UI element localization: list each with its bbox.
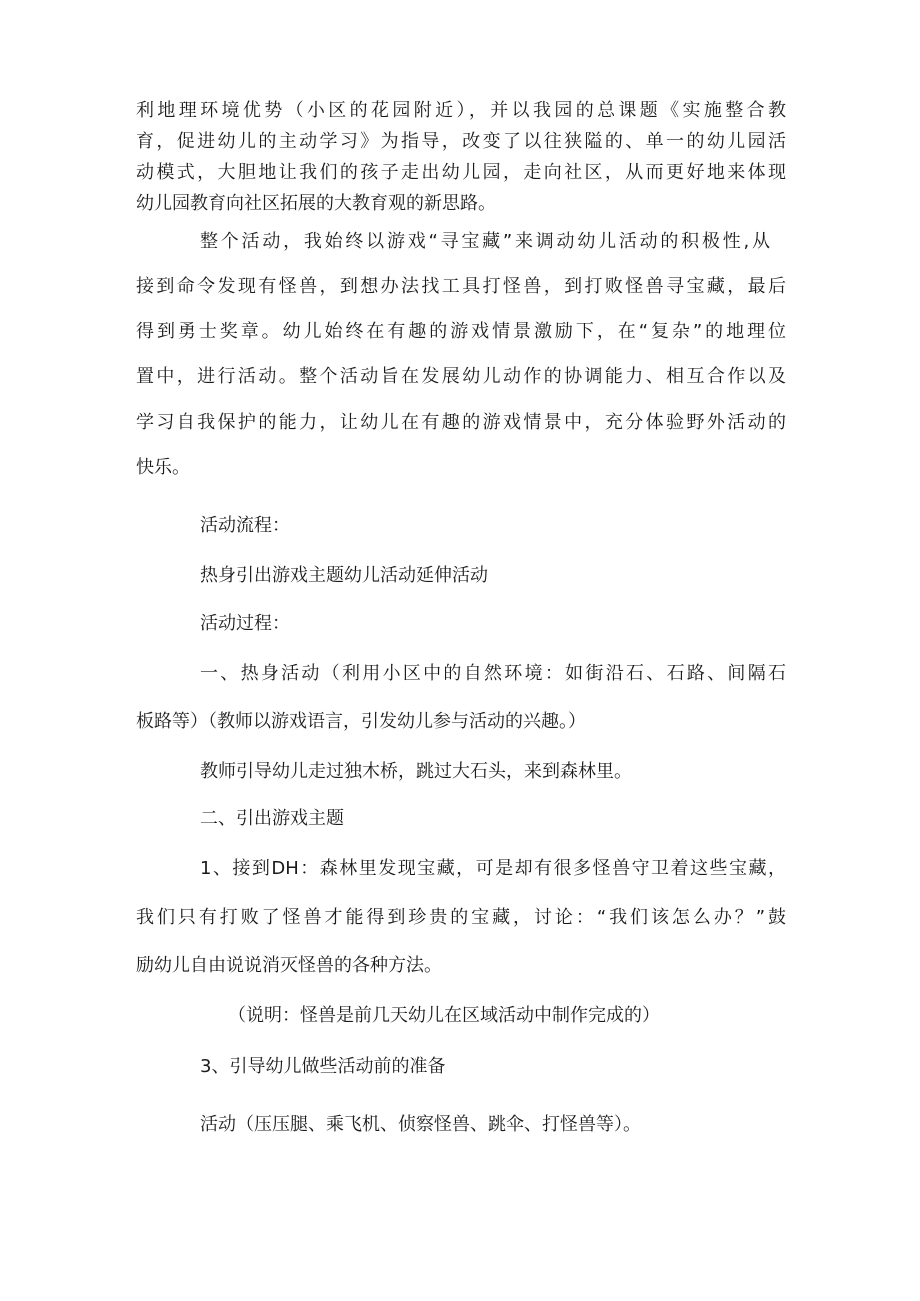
section2-title: 二、引出游戏主题 — [200, 808, 344, 829]
flow-content: 热身引出游戏主题幼儿活动延伸活动 — [200, 565, 488, 586]
item3: 3、引导幼儿做些活动前的准备 — [200, 1056, 446, 1077]
paragraph1-line-4: 幼儿园教育向社区拓展的大教育观的新思路。 — [136, 193, 496, 214]
paragraph1-line-1: 利地理环境优势（小区的花园附近），并以我园的总课题《实施整合教 — [136, 100, 786, 121]
process-label: 活动过程： — [200, 613, 290, 634]
activity: 活动（压压腿、乘飞机、侦察怪兽、跳伞、打怪兽等）。 — [200, 1114, 641, 1135]
paragraph2-line-1: 整个活动，我始终以游戏“寻宝藏”来调动幼儿活动的积极性,从 — [200, 231, 770, 252]
paragraph1-line-3: 动模式，大胆地让我们的孩子走出幼儿园，走向社区，从而更好地来体现 — [136, 162, 786, 183]
paragraph2-line-4: 置中，进行活动。整个活动旨在发展幼儿动作的协调能力、相互合作以及 — [136, 366, 786, 387]
paragraph2-line-6: 快乐。 — [136, 457, 190, 478]
note: （说明：怪兽是前几天幼儿在区域活动中制作完成的） — [228, 1005, 660, 1026]
item1-line-1: 1、接到DH：森林里发现宝藏，可是却有很多怪兽守卫着这些宝藏， — [200, 858, 786, 879]
paragraph2-line-2: 接到命令发现有怪兽，到想办法找工具打怪兽，到打败怪兽寻宝藏，最后 — [136, 276, 786, 297]
paragraph2-line-5: 学习自我保护的能力，让幼儿在有趣的游戏情景中，充分体验野外活动的 — [136, 412, 786, 433]
section1-line-1: 一、热身活动（利用小区中的自然环境：如街沿石、石路、间隔石 — [200, 663, 786, 684]
section1-detail: 教师引导幼儿走过独木桥，跳过大石头，来到森林里。 — [200, 761, 632, 782]
paragraph2-line-3: 得到勇士奖章。幼儿始终在有趣的游戏情景激励下，在“复杂”的地理位 — [136, 321, 786, 342]
item1-line-2: 我们只有打败了怪兽才能得到珍贵的宝藏，讨论：“我们该怎么办？”鼓 — [136, 907, 786, 928]
item1-line-3: 励幼儿自由说说消灭怪兽的各种方法。 — [136, 955, 442, 976]
paragraph1-line-2: 育，促进幼儿的主动学习》为指导，改变了以往狭隘的、单一的幼儿园活 — [136, 131, 786, 152]
flow-label: 活动流程： — [200, 515, 290, 536]
section1-line-2: 板路等）（教师以游戏语言，引发幼儿参与活动的兴趣。） — [136, 711, 586, 732]
